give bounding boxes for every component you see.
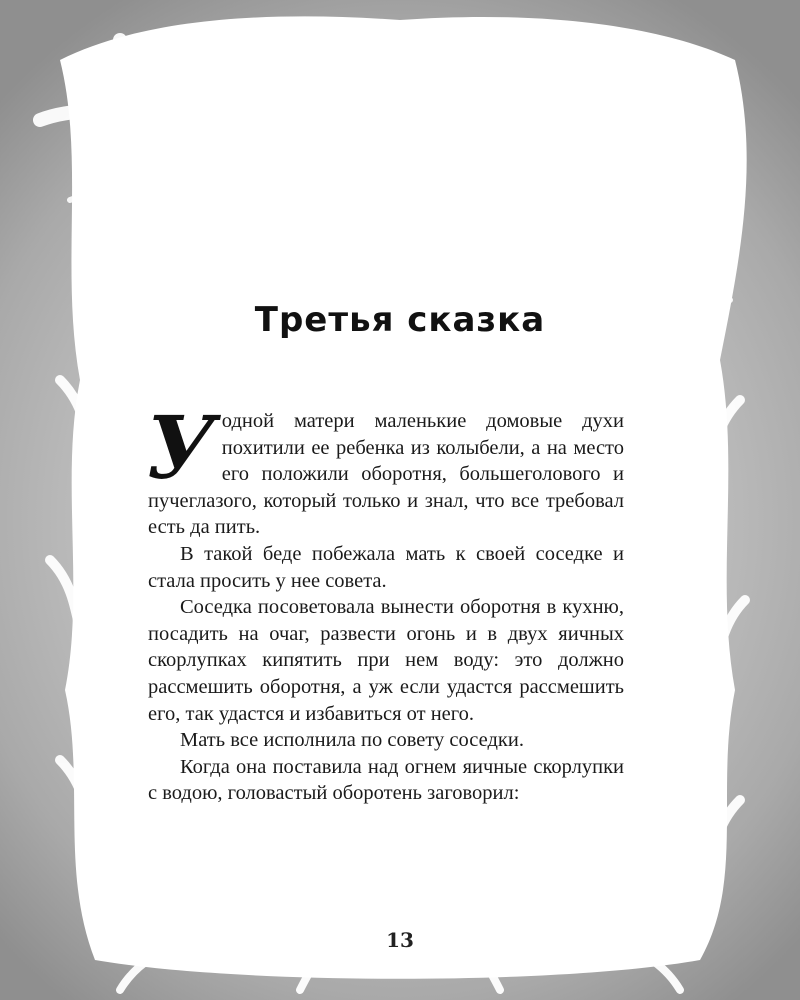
page-number: 13 (386, 928, 414, 952)
paragraph: В такой беде побежала мать к своей соседке и стала просить у нее совета. (148, 542, 624, 592)
story-text (146, 398, 624, 807)
paragraph: Соседка посоветовала вынести оборотня в кухню, посадить на очаг, развести огонь и в двух яичных скорлупках кипятить при нем воду: это должно рассмешить оборотня, а уж если удастся рассмешить его, так удастся и избавиться от него. (148, 596, 624, 725)
paragraph-first (146, 398, 624, 541)
paragraph: Когда она поставила над огнем яичные скорлупки с водою, головастый оборотень заговорил: (148, 755, 624, 805)
paragraph-text: одной матери маленькие домовые духи похитили ее ребенка из колыбели, а на место его положили оборотня, большеголового и пучеглазого, который только и знал, что все требовал есть да пить. (148, 410, 624, 539)
chapter-title: Третья сказка (254, 300, 546, 340)
drop-cap: У (146, 398, 216, 499)
paragraph: Мать все исполнила по совету соседки. (180, 729, 524, 752)
